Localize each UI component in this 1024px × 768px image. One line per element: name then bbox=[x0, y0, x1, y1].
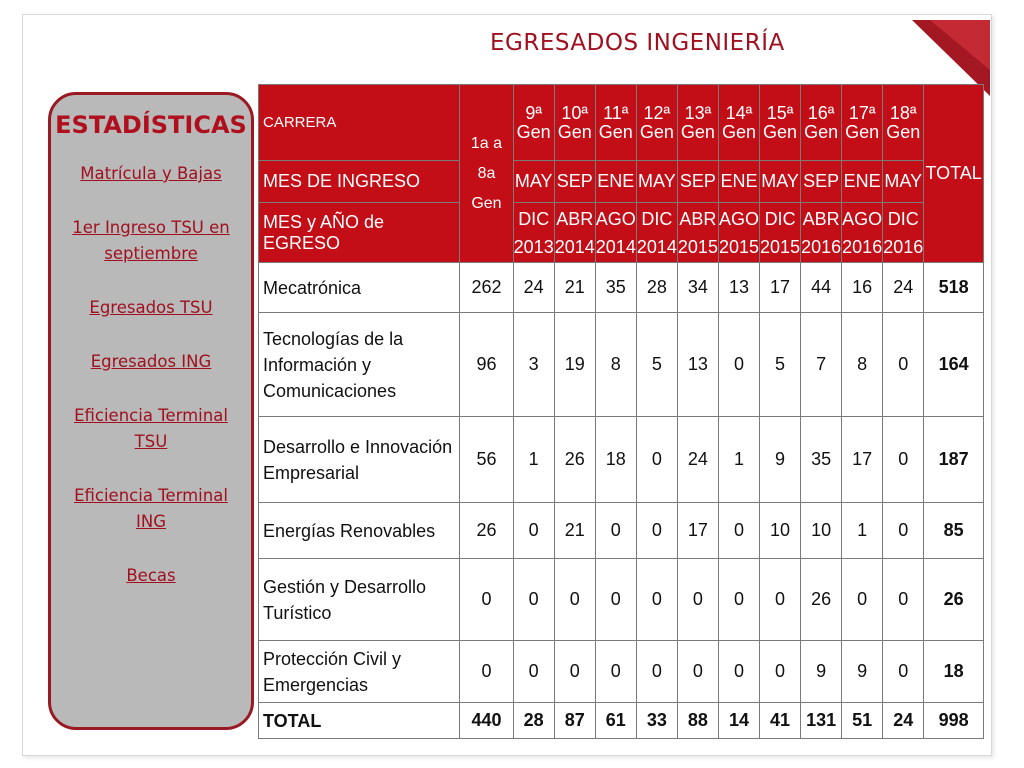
total-row-label: TOTAL bbox=[259, 703, 460, 739]
value-cell: 0 bbox=[636, 503, 677, 559]
egreso-month: AGO bbox=[718, 208, 759, 229]
value-cell: 96 bbox=[460, 313, 513, 417]
gen-header: 14ª Gen bbox=[718, 85, 759, 161]
row-total-cell: 518 bbox=[924, 263, 984, 313]
egreso-date bbox=[718, 203, 759, 263]
value-cell: 87 bbox=[554, 703, 595, 739]
statistics-sidebar bbox=[48, 92, 254, 730]
gen-header: 16ª Gen bbox=[801, 85, 842, 161]
value-cell: 16 bbox=[842, 263, 883, 313]
value-cell: 1 bbox=[842, 503, 883, 559]
value-cell: 24 bbox=[883, 703, 924, 739]
value-cell: 262 bbox=[460, 263, 513, 313]
row-total-cell: 164 bbox=[924, 313, 984, 417]
value-cell: 24 bbox=[513, 263, 554, 313]
egreso-year: 2014 bbox=[595, 236, 636, 257]
value-cell: 51 bbox=[842, 703, 883, 739]
value-cell: 35 bbox=[801, 417, 842, 503]
value-cell: 0 bbox=[513, 641, 554, 703]
career-name: Energías Renovables bbox=[259, 503, 460, 559]
egreso-month: DIC bbox=[887, 208, 919, 229]
value-cell: 0 bbox=[718, 559, 759, 641]
value-cell: 88 bbox=[677, 703, 718, 739]
gen-header: 9ª Gen bbox=[513, 85, 554, 161]
table-row bbox=[259, 263, 984, 313]
link-egresados-tsu[interactable]: Egresados TSU bbox=[89, 298, 213, 317]
egreso-month: DIC bbox=[641, 208, 673, 229]
total-header: TOTAL bbox=[924, 85, 984, 263]
ingreso-month: MAY bbox=[513, 161, 554, 203]
table-row bbox=[259, 417, 984, 503]
value-cell: 14 bbox=[718, 703, 759, 739]
row-total-cell: 85 bbox=[924, 503, 984, 559]
value-cell: 5 bbox=[636, 313, 677, 417]
value-cell: 28 bbox=[636, 263, 677, 313]
ingreso-month: MAY bbox=[760, 161, 801, 203]
value-cell: 0 bbox=[636, 559, 677, 641]
value-cell: 0 bbox=[595, 559, 636, 641]
table-row bbox=[259, 313, 984, 417]
gen-header: 17ª Gen bbox=[842, 85, 883, 161]
first-gen-line-2: 8a bbox=[477, 164, 496, 182]
value-cell: 8 bbox=[595, 313, 636, 417]
value-cell: 9 bbox=[842, 641, 883, 703]
egreso-year: 2016 bbox=[883, 236, 924, 257]
egreso-year: 2014 bbox=[554, 236, 595, 257]
egreso-year: 2013 bbox=[513, 236, 554, 257]
value-cell: 0 bbox=[718, 641, 759, 703]
ingreso-month: SEP bbox=[801, 161, 842, 203]
link-primer-ingreso-tsu[interactable]: 1er Ingreso TSU en septiembre bbox=[72, 218, 230, 263]
value-cell: 21 bbox=[554, 263, 595, 313]
value-cell: 0 bbox=[883, 641, 924, 703]
career-name: Desarrollo e Innovación Empresarial bbox=[259, 417, 460, 503]
ingreso-month: MAY bbox=[883, 161, 924, 203]
value-cell: 131 bbox=[801, 703, 842, 739]
egreso-month: ABR bbox=[802, 208, 840, 229]
egreso-month: ABR bbox=[679, 208, 717, 229]
ingreso-month: SEP bbox=[677, 161, 718, 203]
link-matricula-bajas[interactable]: Matrícula y Bajas bbox=[80, 164, 222, 183]
value-cell: 0 bbox=[595, 641, 636, 703]
value-cell: 0 bbox=[883, 503, 924, 559]
value-cell: 26 bbox=[554, 417, 595, 503]
egreso-year: 2015 bbox=[677, 236, 718, 257]
value-cell: 17 bbox=[760, 263, 801, 313]
value-cell: 0 bbox=[513, 559, 554, 641]
header-row-ingreso bbox=[259, 161, 984, 203]
egreso-date bbox=[636, 203, 677, 263]
link-eficiencia-ing[interactable]: Eficiencia Terminal ING bbox=[74, 486, 228, 531]
value-cell: 19 bbox=[554, 313, 595, 417]
first-gen-line-3: Gen bbox=[471, 194, 502, 212]
ingreso-month: ENE bbox=[842, 161, 883, 203]
link-becas[interactable]: Becas bbox=[126, 566, 176, 585]
value-cell: 0 bbox=[883, 559, 924, 641]
value-cell: 17 bbox=[842, 417, 883, 503]
page-title: EGRESADOS INGENIERÍA bbox=[490, 30, 785, 56]
value-cell: 0 bbox=[513, 503, 554, 559]
egreso-year: 2016 bbox=[801, 236, 842, 257]
ingreso-month: ENE bbox=[595, 161, 636, 203]
table-row bbox=[259, 559, 984, 641]
egreso-month: AGO bbox=[595, 208, 636, 229]
career-name: Mecatrónica bbox=[259, 263, 460, 313]
value-cell: 8 bbox=[842, 313, 883, 417]
value-cell: 0 bbox=[677, 641, 718, 703]
carrera-header: CARRERA bbox=[259, 85, 460, 161]
egreso-date bbox=[595, 203, 636, 263]
value-cell: 1 bbox=[718, 417, 759, 503]
egreso-month: DIC bbox=[764, 208, 796, 229]
table-row bbox=[259, 503, 984, 559]
value-cell: 41 bbox=[760, 703, 801, 739]
career-name: Protección Civil y Emergencias bbox=[259, 641, 460, 703]
total-row bbox=[259, 703, 984, 739]
value-cell: 1 bbox=[513, 417, 554, 503]
value-cell: 21 bbox=[554, 503, 595, 559]
value-cell: 0 bbox=[718, 503, 759, 559]
value-cell: 0 bbox=[883, 417, 924, 503]
value-cell: 0 bbox=[718, 313, 759, 417]
career-name: Tecnologías de la Información y Comunicaciones bbox=[259, 313, 460, 417]
value-cell: 28 bbox=[513, 703, 554, 739]
value-cell: 9 bbox=[760, 417, 801, 503]
row-total-cell: 998 bbox=[924, 703, 984, 739]
value-cell: 13 bbox=[677, 313, 718, 417]
ingreso-month: MAY bbox=[636, 161, 677, 203]
value-cell: 34 bbox=[677, 263, 718, 313]
value-cell: 0 bbox=[636, 641, 677, 703]
value-cell: 9 bbox=[801, 641, 842, 703]
table-row bbox=[259, 641, 984, 703]
value-cell: 17 bbox=[677, 503, 718, 559]
row-total-cell: 187 bbox=[924, 417, 984, 503]
value-cell: 440 bbox=[460, 703, 513, 739]
link-egresados-ing[interactable]: Egresados ING bbox=[90, 352, 212, 371]
egreso-date bbox=[842, 203, 883, 263]
value-cell: 35 bbox=[595, 263, 636, 313]
header-row-egreso bbox=[259, 203, 984, 263]
value-cell: 0 bbox=[460, 641, 513, 703]
egreso-month: DIC bbox=[518, 208, 550, 229]
egreso-date bbox=[513, 203, 554, 263]
value-cell: 3 bbox=[513, 313, 554, 417]
egreso-year: 2014 bbox=[636, 236, 677, 257]
value-cell: 13 bbox=[718, 263, 759, 313]
value-cell: 18 bbox=[595, 417, 636, 503]
value-cell: 26 bbox=[460, 503, 513, 559]
row-total-cell: 18 bbox=[924, 641, 984, 703]
value-cell: 61 bbox=[595, 703, 636, 739]
value-cell: 0 bbox=[554, 641, 595, 703]
first-gen-header bbox=[460, 85, 513, 263]
value-cell: 0 bbox=[636, 417, 677, 503]
egreso-date bbox=[883, 203, 924, 263]
value-cell: 10 bbox=[760, 503, 801, 559]
value-cell: 44 bbox=[801, 263, 842, 313]
value-cell: 0 bbox=[760, 559, 801, 641]
value-cell: 10 bbox=[801, 503, 842, 559]
egreso-date bbox=[760, 203, 801, 263]
ingreso-label: MES DE INGRESO bbox=[259, 161, 460, 203]
value-cell: 0 bbox=[677, 559, 718, 641]
egreso-date bbox=[801, 203, 842, 263]
egreso-date bbox=[554, 203, 595, 263]
career-name: Gestión y Desarrollo Turístico bbox=[259, 559, 460, 641]
sidebar-heading: ESTADÍSTICAS bbox=[55, 111, 247, 139]
value-cell: 0 bbox=[595, 503, 636, 559]
gen-header: 18ª Gen bbox=[883, 85, 924, 161]
value-cell: 26 bbox=[801, 559, 842, 641]
egreso-label: MES y AÑO de EGRESO bbox=[259, 203, 460, 263]
value-cell: 5 bbox=[760, 313, 801, 417]
header-row-generations bbox=[259, 85, 984, 161]
ingreso-month: SEP bbox=[554, 161, 595, 203]
gen-header: 10ª Gen bbox=[554, 85, 595, 161]
ingreso-month: ENE bbox=[718, 161, 759, 203]
gen-header: 15ª Gen bbox=[760, 85, 801, 161]
egreso-date bbox=[677, 203, 718, 263]
gen-header: 13ª Gen bbox=[677, 85, 718, 161]
value-cell: 7 bbox=[801, 313, 842, 417]
value-cell: 0 bbox=[883, 313, 924, 417]
value-cell: 0 bbox=[842, 559, 883, 641]
value-cell: 0 bbox=[460, 559, 513, 641]
egreso-year: 2016 bbox=[842, 236, 883, 257]
value-cell: 0 bbox=[760, 641, 801, 703]
graduates-table bbox=[258, 84, 984, 739]
egreso-month: ABR bbox=[556, 208, 594, 229]
row-total-cell: 26 bbox=[924, 559, 984, 641]
value-cell: 33 bbox=[636, 703, 677, 739]
egreso-year: 2015 bbox=[718, 236, 760, 257]
gen-header: 12ª Gen bbox=[636, 85, 677, 161]
value-cell: 56 bbox=[460, 417, 513, 503]
value-cell: 24 bbox=[677, 417, 718, 503]
link-eficiencia-tsu[interactable]: Eficiencia Terminal TSU bbox=[74, 406, 228, 451]
gen-header: 11ª Gen bbox=[595, 85, 636, 161]
egreso-year: 2015 bbox=[760, 236, 801, 257]
egreso-month: AGO bbox=[842, 208, 883, 229]
first-gen-line-1: 1a a bbox=[470, 134, 503, 152]
value-cell: 24 bbox=[883, 263, 924, 313]
value-cell: 0 bbox=[554, 559, 595, 641]
